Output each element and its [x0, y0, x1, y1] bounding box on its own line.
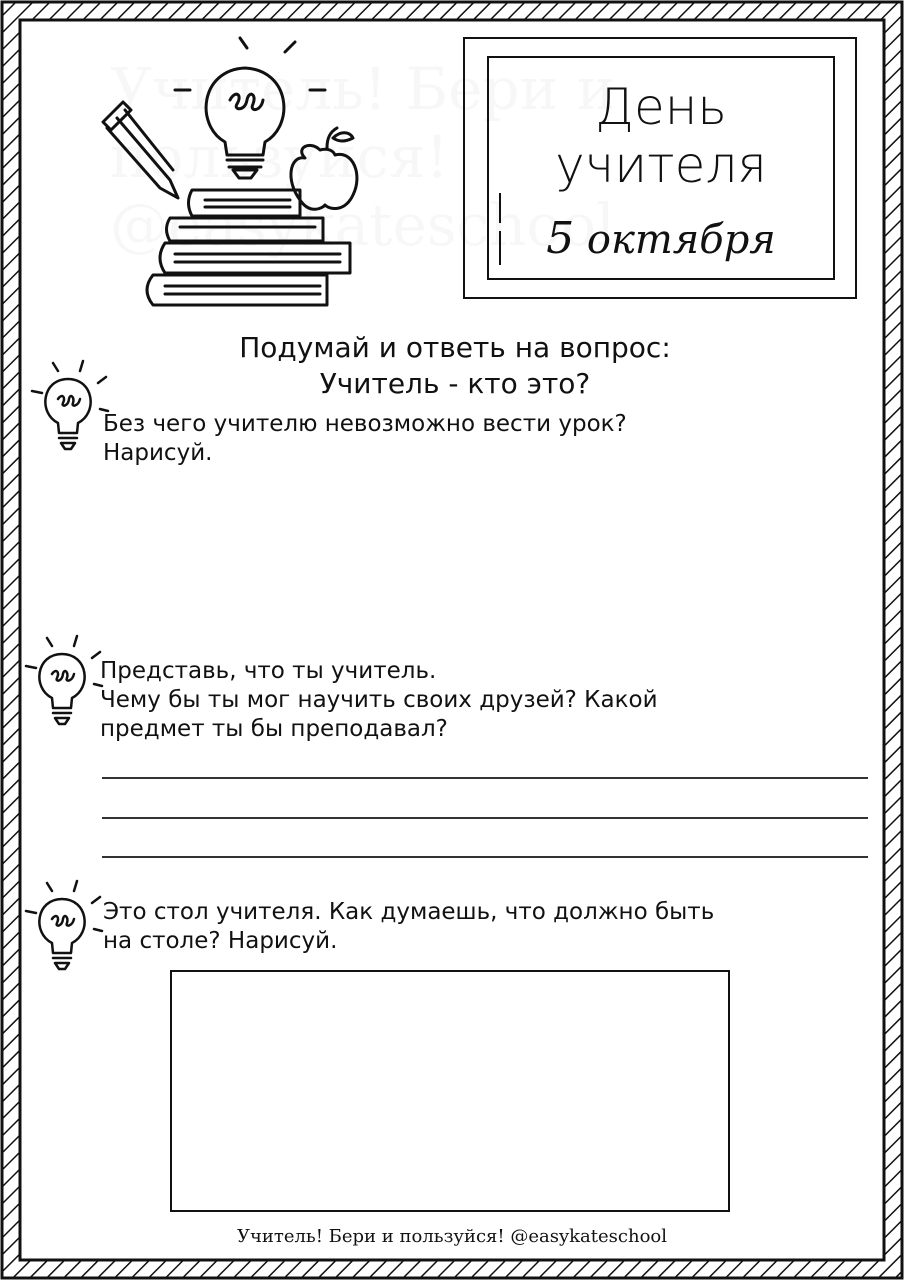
question-3-line-1: Это стол учителя. Как думаешь, что должно быть [103, 899, 715, 925]
question-1 [103, 410, 627, 468]
question-3 [103, 898, 714, 956]
page-title [489, 78, 833, 194]
question-3-line-2: на столе? Нарисуй. [103, 928, 338, 954]
question-2-line-1: Представь, что ты учитель. [100, 658, 437, 684]
lightbulb-icon [22, 630, 104, 730]
question-2 [100, 657, 658, 744]
title-line-1: День [595, 78, 727, 136]
footer-credit: Учитель! Бери и пользуйся! @easykateschool [236, 1226, 668, 1247]
title-inner-frame [487, 56, 835, 280]
heading-line-1: Подумай и ответь на вопрос: [239, 331, 671, 364]
worksheet-heading [110, 330, 800, 402]
question-1-line-2: Нарисуй. [103, 440, 213, 466]
drawing-box[interactable] [170, 970, 730, 1212]
heading-line-2: Учитель - кто это? [319, 367, 591, 400]
lightbulb-icon [28, 355, 110, 455]
bulb-pencil-books-apple-icon [95, 30, 365, 315]
question-2-line-3: предмет ты бы преподавал? [100, 716, 448, 742]
question-1-line-1: Без чего учителю невозможно вести урок? [103, 411, 627, 437]
title-line-2: учителя [555, 136, 767, 194]
answer-line[interactable] [102, 817, 868, 819]
date-month: октября [586, 217, 776, 263]
question-2-line-2: Чему бы ты мог научить своих друзей? Какой [100, 687, 658, 713]
title-frame [463, 37, 857, 299]
date-label [489, 213, 833, 264]
answer-line[interactable] [102, 777, 868, 779]
date-number: 5 [546, 213, 575, 264]
lightbulb-icon [22, 875, 104, 975]
answer-line[interactable] [102, 856, 868, 858]
